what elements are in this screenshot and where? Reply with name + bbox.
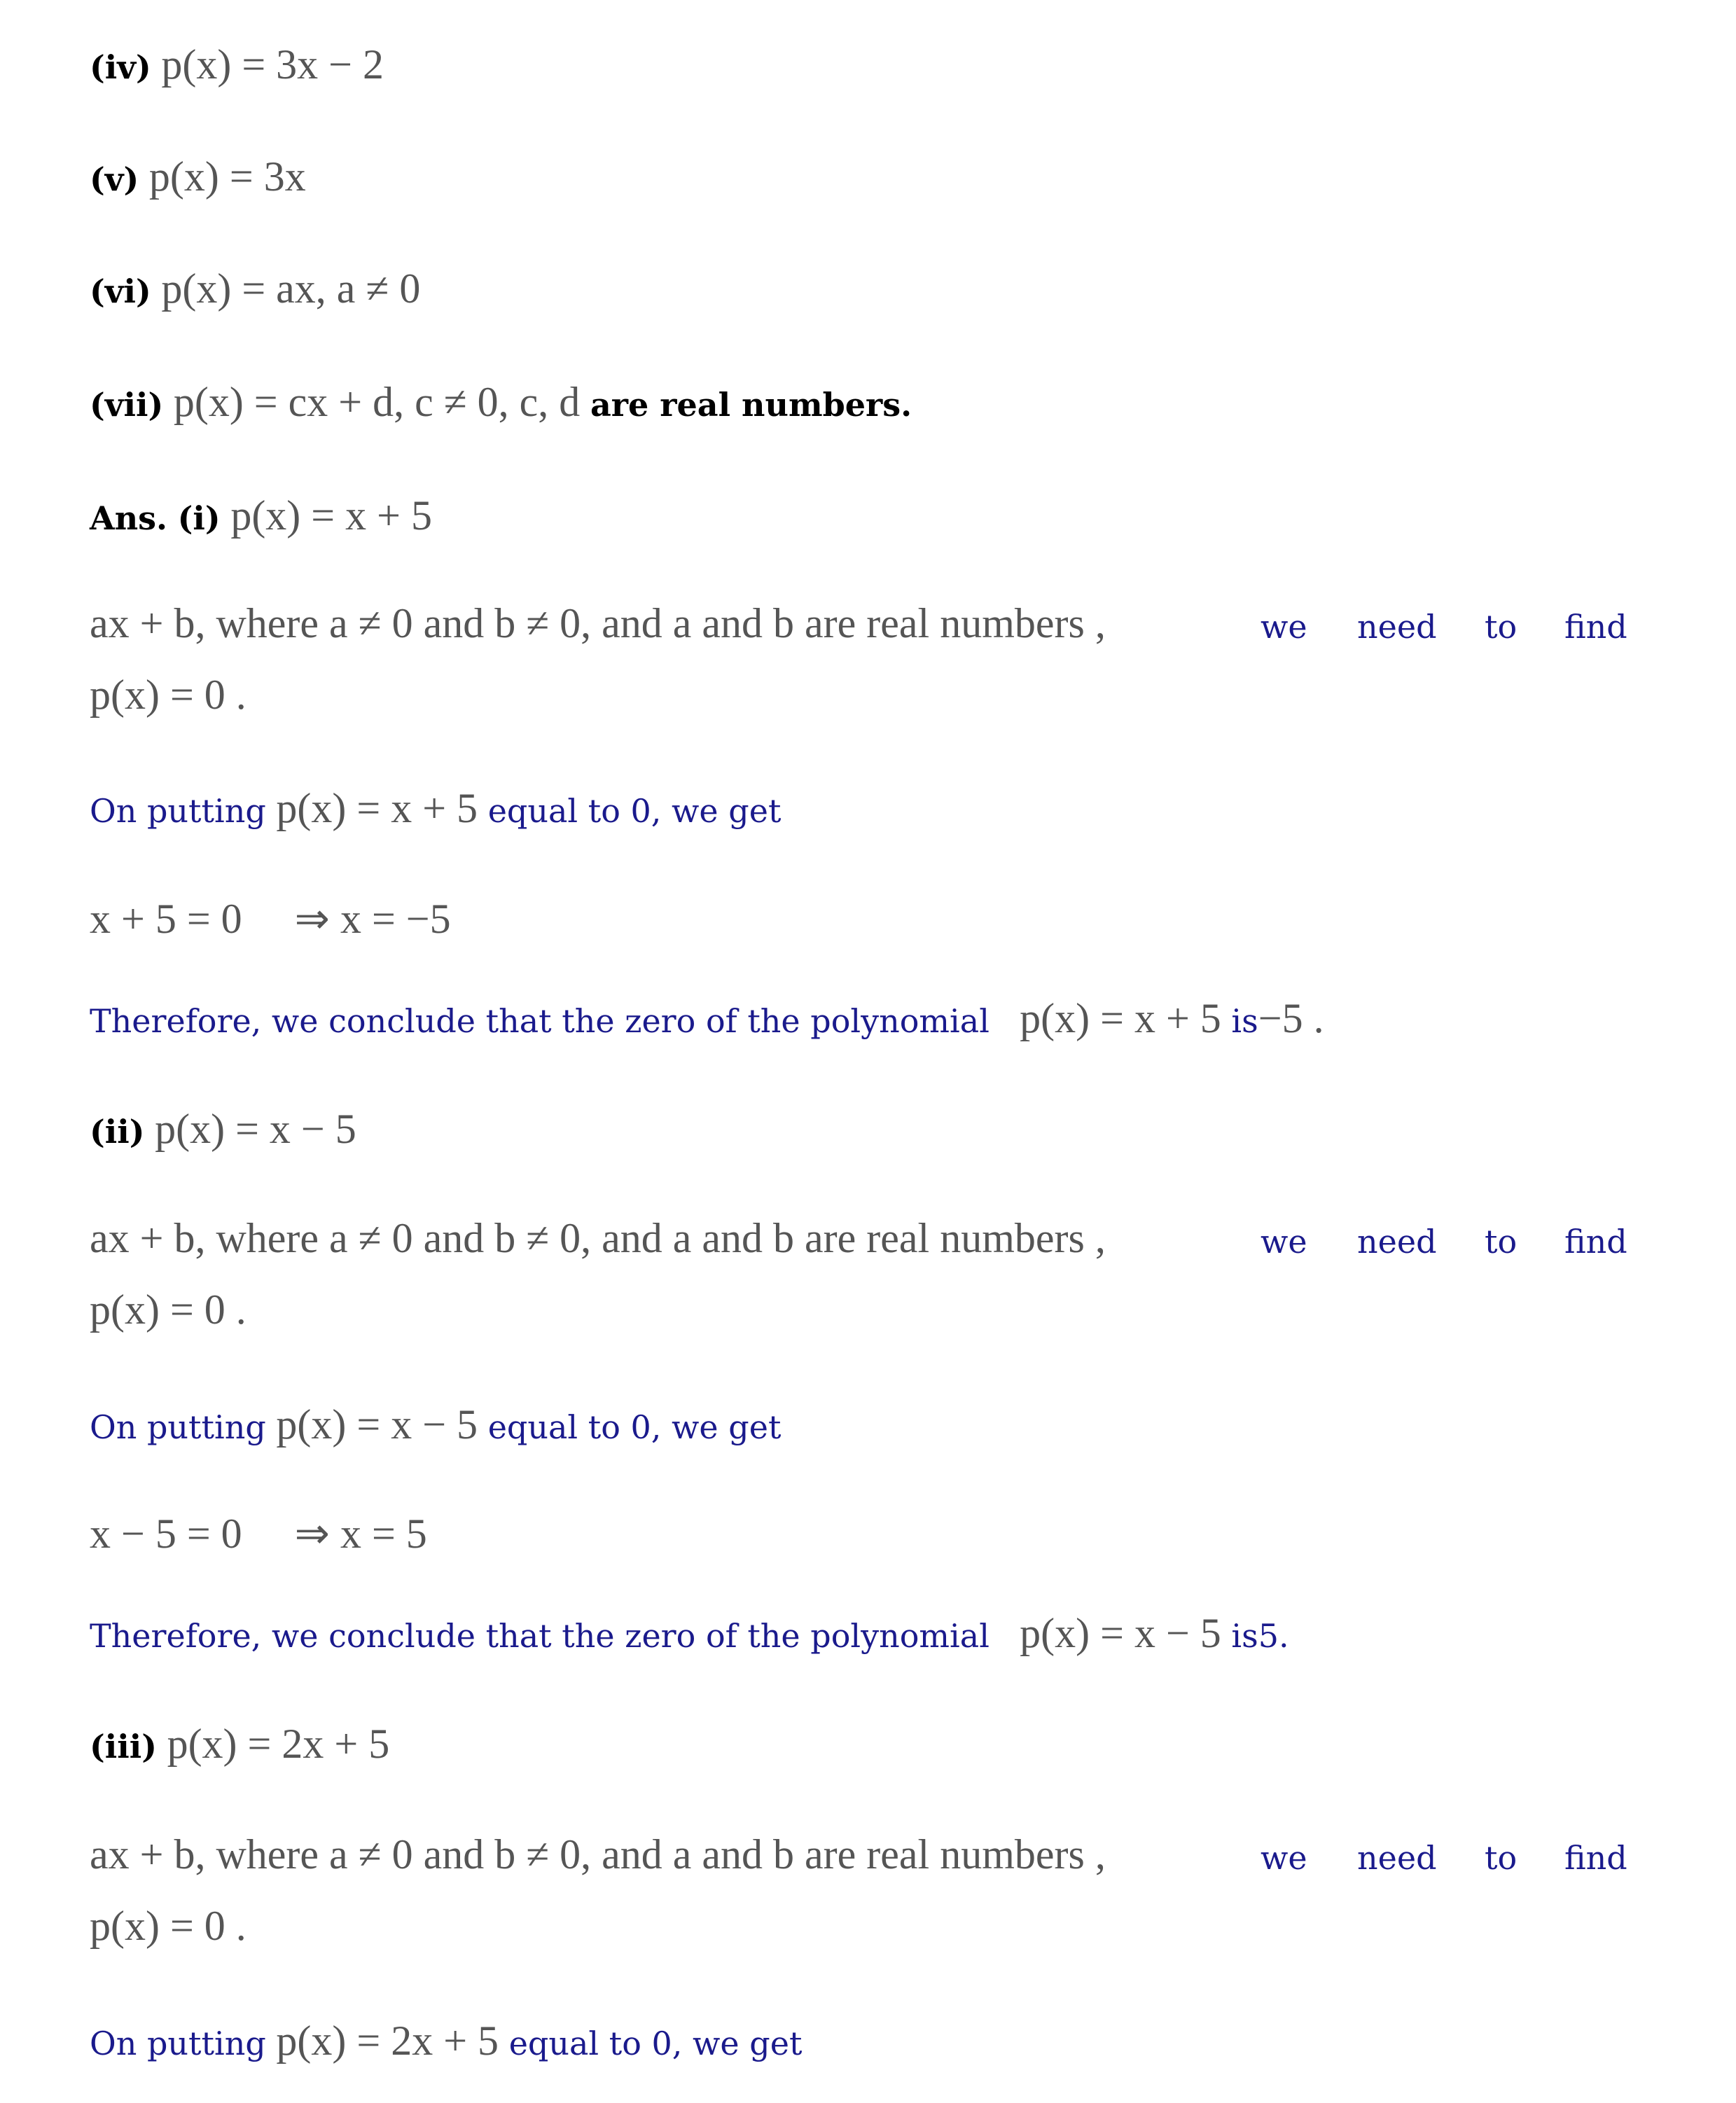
word-to: to	[1485, 1839, 1518, 1877]
answer-ii-putting	[90, 1401, 782, 1448]
item-expression: p(x) = 3x − 2	[161, 41, 384, 88]
item-label: (iv)	[90, 48, 151, 86]
answer-iii-find	[90, 1905, 246, 1947]
conclusion-value: −5 .	[1258, 995, 1324, 1041]
answer-i-heading	[90, 492, 432, 539]
word-find: find	[1564, 1223, 1627, 1261]
item-label: (vi)	[90, 272, 151, 310]
conclusion-is: is	[1231, 1617, 1258, 1655]
answer-i-solve	[90, 898, 451, 940]
word-we: we	[1261, 1839, 1307, 1877]
item-expression: p(x) = 3x	[148, 153, 306, 200]
putting-expression: p(x) = x − 5	[276, 1401, 478, 1448]
part-label: (iii)	[90, 1728, 157, 1765]
answer-ii-form	[90, 1217, 1106, 1259]
word-need: need	[1357, 608, 1437, 646]
answer-iii-heading	[90, 1723, 389, 1765]
conclusion-expression: p(x) = x − 5	[1020, 1610, 1221, 1656]
general-form: ax + b, where a ≠ 0 and b ≠ 0, and a and b are real numbers ,	[90, 1831, 1106, 1878]
answer-i-form	[90, 602, 1106, 644]
answer-i-putting	[90, 787, 781, 829]
conclusion-is: is	[1231, 1002, 1258, 1040]
answer-i-conclusion	[90, 997, 1324, 1039]
answer-iii-form	[90, 1831, 1106, 1878]
putting-text: On putting	[90, 792, 266, 830]
putting-text: On putting	[90, 1408, 266, 1446]
answer-ii-conclusion	[90, 1612, 1289, 1654]
word-need: need	[1357, 1223, 1437, 1261]
putting-suffix: equal to 0, we get	[508, 2025, 803, 2062]
solve-expression: x + 5 = 0 ⇒ x = −5	[90, 896, 451, 942]
solve-expression: x − 5 = 0 ⇒ x = 5	[90, 1511, 427, 1557]
putting-expression: p(x) = 2x + 5	[276, 2018, 499, 2064]
item-label: (vii)	[90, 386, 164, 424]
item-expression: p(x) = cx + d, c ≠ 0, c, d	[173, 379, 581, 425]
item-label: (v)	[90, 160, 139, 198]
word-we: we	[1261, 1223, 1307, 1261]
part-expression: p(x) = 2x + 5	[167, 1721, 390, 1767]
conclusion-text: Therefore, we conclude that the zero of the polynomial	[90, 1617, 989, 1655]
part-label: (i)	[177, 499, 221, 537]
item-tail: are real numbers.	[590, 386, 912, 424]
part-label: (ii)	[90, 1113, 145, 1151]
putting-text: On putting	[90, 2025, 266, 2062]
word-find: find	[1564, 1839, 1627, 1877]
find-expression: p(x) = 0 .	[90, 1286, 246, 1333]
part-expression: p(x) = x + 5	[230, 492, 432, 539]
part-expression: p(x) = x − 5	[155, 1106, 356, 1152]
putting-expression: p(x) = x + 5	[276, 785, 478, 831]
general-form: ax + b, where a ≠ 0 and b ≠ 0, and a and b are real numbers ,	[90, 600, 1106, 646]
general-form: ax + b, where a ≠ 0 and b ≠ 0, and a and b are real numbers ,	[90, 1215, 1106, 1261]
word-find: find	[1564, 608, 1627, 646]
word-to: to	[1485, 1223, 1518, 1261]
item-vi	[90, 265, 421, 312]
item-vii	[90, 381, 912, 423]
word-to: to	[1485, 608, 1518, 646]
item-expression: p(x) = ax, a ≠ 0	[161, 265, 421, 312]
find-expression: p(x) = 0 .	[90, 1903, 246, 1949]
answer-ii-heading	[90, 1108, 356, 1150]
conclusion-value: 5.	[1258, 1617, 1289, 1655]
word-need: need	[1357, 1839, 1437, 1877]
find-expression: p(x) = 0 .	[90, 672, 246, 718]
item-iv	[90, 41, 384, 88]
conclusion-text: Therefore, we conclude that the zero of the polynomial	[90, 1002, 989, 1040]
answer-ii-find	[90, 1286, 246, 1333]
answer-iii-putting	[90, 2020, 802, 2062]
answer-i-find	[90, 674, 246, 716]
item-v	[90, 153, 306, 200]
answer-ii-solve	[90, 1513, 427, 1555]
word-we: we	[1261, 608, 1307, 646]
putting-suffix: equal to 0, we get	[487, 792, 782, 830]
putting-suffix: equal to 0, we get	[487, 1408, 782, 1446]
conclusion-expression: p(x) = x + 5	[1020, 995, 1221, 1041]
answer-prefix: Ans.	[90, 499, 168, 537]
